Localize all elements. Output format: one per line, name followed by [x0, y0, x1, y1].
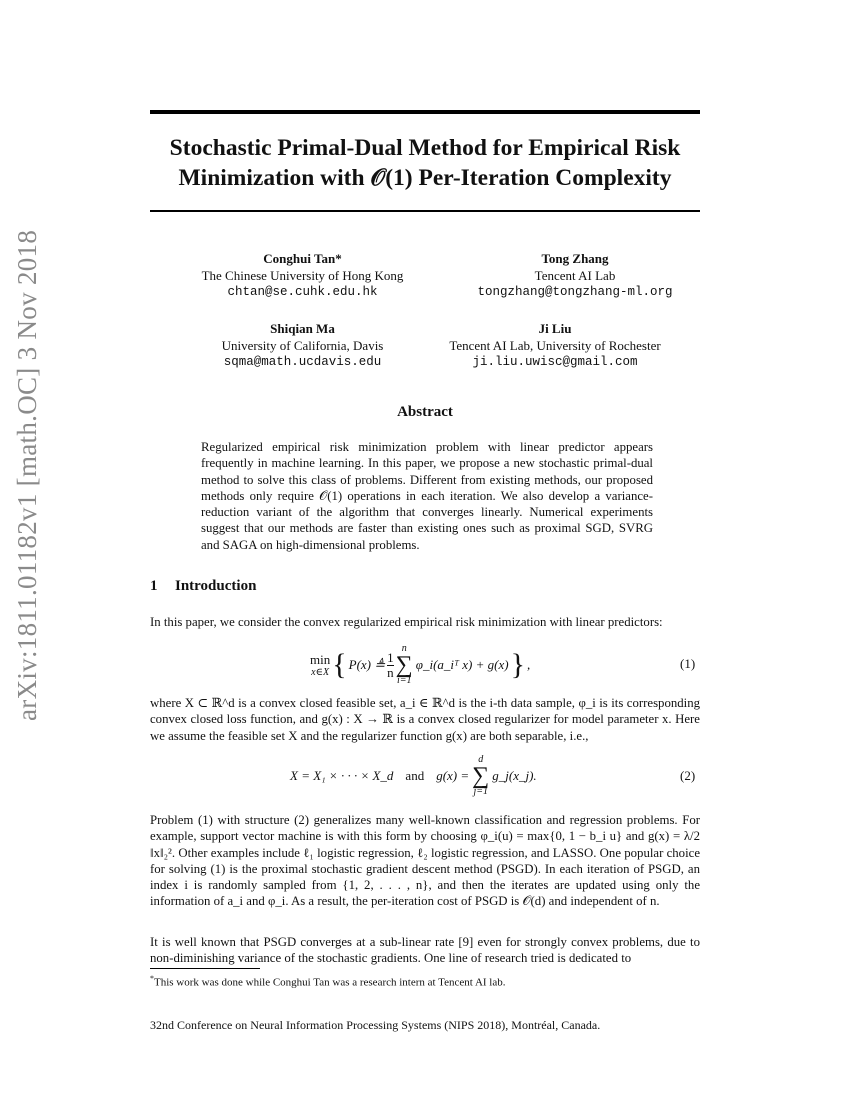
- footnote-rule: [150, 968, 260, 969]
- equation-2-number: (2): [680, 768, 696, 783]
- eq1-sum-top: n: [401, 643, 407, 654]
- eq1-fraction: [387, 651, 394, 680]
- eq1-min: [310, 652, 330, 678]
- section-heading-introduction: [150, 578, 256, 595]
- equation-1-number: (1): [680, 656, 696, 671]
- footnote: [150, 974, 700, 989]
- eq2-rhs-end: g_j(x_j).: [492, 768, 537, 783]
- section-number: 1: [150, 578, 158, 594]
- conference-note: 32nd Conference on Neural Information Processing Systems (NIPS 2018), Montréal, Canada.: [150, 1018, 601, 1032]
- eq1-frac-num: 1: [387, 649, 394, 665]
- paragraph-3: Problem (1) with structure (2) generalizes many well-known classification and regression problems. For example, support vector machine is with this form by choosing φ_i(u) = max{0, 1 − b_i u} and g(x) = λ/2 ‖x‖₂². Other examples include ℓ₁ logistic regression, ℓ₂ logistic regression, and LASSO. One popular choice for solving (1) is the proximal stochastic gradient descent method (PSGD). In each iteration of PSGD, an index i is randomly sampled from {1, 2, . . . , n}, and then the iterates are updated using only the information of a_i and φ_i. As a result, the per-iteration cost of PSGD is 𝒪(d) and independent of n.: [150, 813, 700, 909]
- author-affiliation: Tencent AI Lab, University of Rochester: [449, 338, 661, 353]
- section-title: Introduction: [175, 578, 257, 594]
- abstract-text: Regularized empirical risk minimization problem with linear predictor appears frequently in machine learning. In this paper, we propose a new stochastic primal-dual method to solve this class of problems. Different from existing methods, our proposed methods only require 𝒪(1) operations in each iteration. We also develop a variance-reduction variant of the algorithm that converges linearly. Numerical experiments suggest that our methods are faster than existing ones such as proximal SGD, SVRG and SAGA on high-dimensional problems.: [201, 440, 653, 552]
- author-email[interactable]: tongzhang@tongzhang-ml.org: [477, 285, 673, 299]
- eq1-close-brace: }: [510, 648, 525, 681]
- equation-2: [290, 752, 537, 800]
- title-line-1: Stochastic Primal-Dual Method for Empirical Risk: [169, 135, 681, 161]
- author-affiliation: Tencent AI Lab: [534, 268, 616, 283]
- eq2-sum-sign: ∑: [472, 763, 490, 789]
- author-email[interactable]: chtan@se.cuhk.edu.hk: [227, 285, 378, 299]
- author-affiliation: The Chinese University of Hong Kong: [201, 268, 404, 283]
- author-email[interactable]: ji.liu.uwisc@gmail.com: [472, 355, 638, 369]
- eq1-frac-den: n: [387, 664, 394, 680]
- author-block-4: [410, 320, 700, 371]
- author-name: Conghui Tan*: [263, 251, 342, 266]
- eq2-sum-bottom: j=1: [473, 786, 488, 797]
- paragraph-4: It is well known that PSGD converges at a sub-linear rate [9] even for strongly convex problems, due to non-diminishing variance of the stochastic gradients. One line of research tried is dedicated to: [150, 935, 700, 966]
- author-name: Shiqian Ma: [270, 321, 335, 336]
- eq1-sum-bottom: i=1: [396, 675, 412, 686]
- author-block-1: [170, 250, 435, 301]
- eq2-left: X = X₁ × · · · × X_d: [290, 768, 394, 783]
- title-line-2: Minimization with 𝒪(1) Per-Iteration Complexity: [178, 165, 672, 191]
- footnote-marker: *: [150, 974, 154, 983]
- eq1-open-brace: {: [332, 648, 347, 681]
- eq2-connector: and: [405, 768, 425, 783]
- title-top-rule: [150, 110, 700, 114]
- author-affiliation: University of California, Davis: [221, 338, 384, 353]
- title-bottom-rule: [150, 210, 700, 212]
- eq2-rhs-start: g(x) =: [436, 768, 470, 783]
- eq1-sum: [396, 644, 413, 686]
- author-name: Ji Liu: [538, 321, 572, 336]
- eq1-min-label: min: [310, 652, 331, 667]
- eq1-sum-sign: ∑: [395, 652, 413, 678]
- eq2-sum: [472, 755, 489, 797]
- eq1-min-subscript: x∈X: [311, 667, 330, 678]
- footnote-text: This work was done while Conghui Tan was a research intern at Tencent AI lab.: [154, 976, 506, 989]
- author-block-3: [170, 320, 435, 371]
- eq1-lhs: P(x) ≜: [348, 657, 386, 672]
- paragraph-2: where X ⊂ ℝ^d is a convex closed feasible set, a_i ∈ ℝ^d is the i-th data sample, φ_i is its corresponding convex closed loss function, and g(x) : X → ℝ is a convex closed regularizer for model parameter x. Here we assume the feasible set X and the regularizer function g(x) are both separable, i.e.,: [150, 696, 700, 743]
- arxiv-identifier: arXiv:1811.01182v1 [math.OC] 3 Nov 2018: [12, 229, 42, 721]
- eq1-tail: ,: [527, 657, 531, 672]
- author-email[interactable]: sqma@math.ucdavis.edu: [223, 355, 382, 369]
- abstract-heading: Abstract: [397, 404, 453, 420]
- paragraph-1: In this paper, we consider the convex regularized empirical risk minimization with linear predictors:: [150, 615, 663, 629]
- equation-1: [310, 640, 530, 690]
- paper-title: [150, 133, 700, 193]
- author-block-2: [430, 250, 720, 301]
- eq1-body: φ_i(a_iᵀ x) + g(x): [415, 657, 509, 672]
- eq2-sum-top: d: [478, 754, 484, 765]
- author-name: Tong Zhang: [541, 251, 609, 266]
